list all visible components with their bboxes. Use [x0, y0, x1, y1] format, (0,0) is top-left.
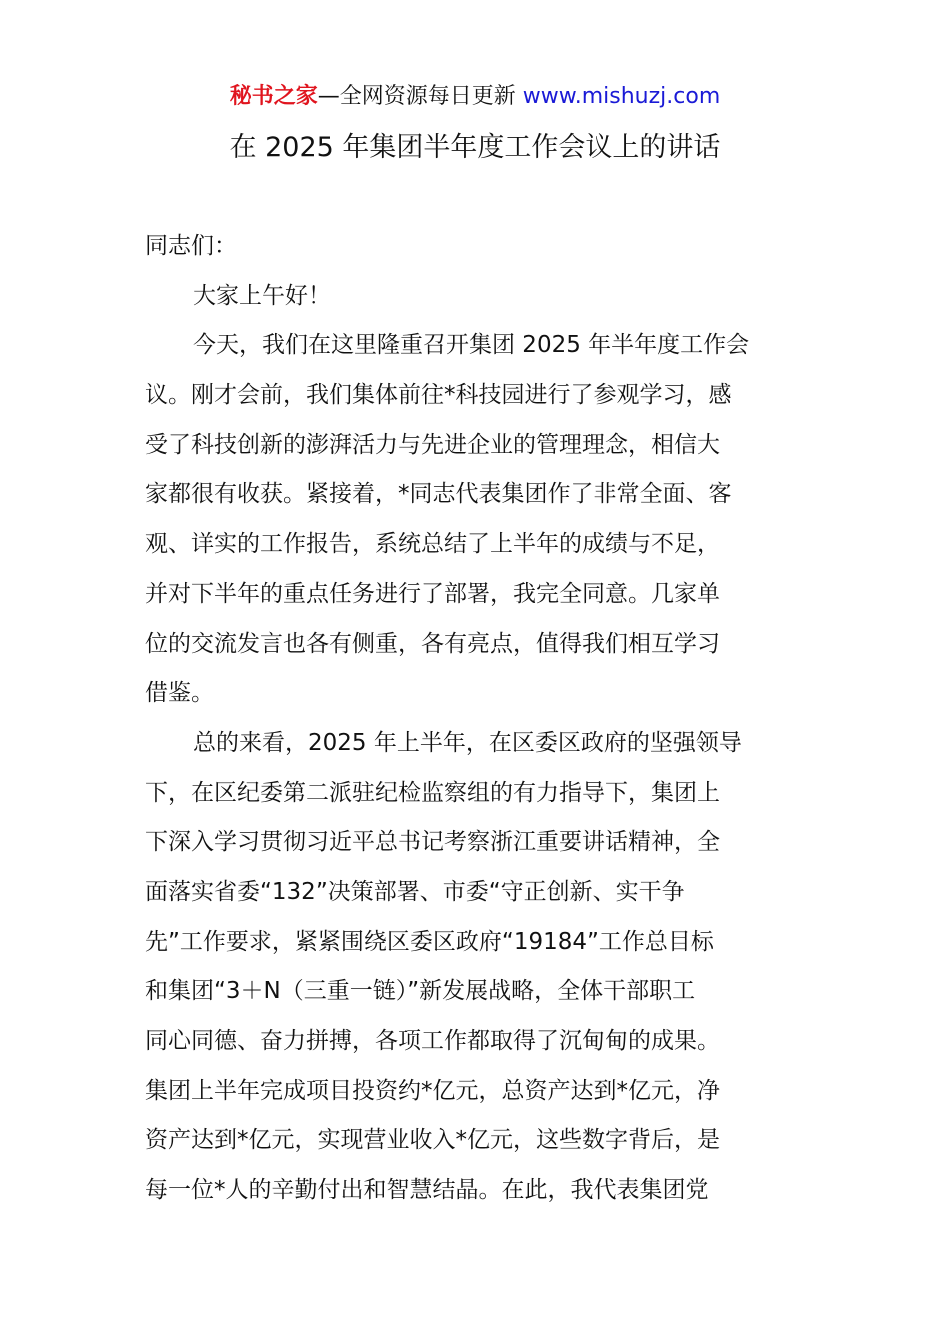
paragraph-line: 并对下半年的重点任务进行了部署，我完全同意。几家单 — [145, 580, 720, 607]
document-body — [145, 222, 810, 1216]
brand-name: 秘书之家 — [229, 84, 318, 109]
site-url-link[interactable]: www.mishuzj.com — [522, 84, 721, 109]
banner-tagline: —全网资源每日更新 — [317, 84, 523, 109]
paragraph-line: 先”工作要求，紧紧围绕区委区政府“19184”工作总目标 — [145, 928, 714, 955]
paragraph-line: 家都很有收获。紧接着，*同志代表集团作了非常全面、客 — [145, 481, 732, 508]
paragraph-line: 总的来看，2025 年上半年，在区委区政府的坚强领导 — [193, 729, 742, 756]
document-title: 在 2025 年集团半年度工作会议上的讲话 — [229, 132, 721, 163]
paragraph-line: 今天，我们在这里隆重召开集团 2025 年半年度工作会 — [193, 332, 750, 359]
paragraph-line: 同心同德、奋力拼搏，各项工作都取得了沉甸甸的成果。 — [145, 1028, 720, 1054]
paragraph-line: 位的交流发言也各有侧重，各有亮点，值得我们相互学习 — [145, 630, 720, 657]
paragraph-line: 借鉴。 — [145, 680, 214, 707]
paragraph-line: 下，在区纪委第二派驻纪检监察组的有力指导下，集团上 — [145, 779, 720, 806]
paragraph-line: 下深入学习贯彻习近平总书记考察浙江重要讲话精神，全 — [145, 829, 720, 856]
salutation: 同志们： — [145, 233, 237, 259]
paragraph-line: 集团上半年完成项目投资约*亿元，总资产达到*亿元，净 — [145, 1077, 720, 1104]
paragraph-2 — [145, 719, 810, 1216]
paragraph-line: 每一位*人的辛勤付出和智慧结晶。在此，我代表集团党 — [145, 1177, 709, 1204]
paragraph-line: 议。刚才会前，我们集体前往*科技园进行了参观学习，感 — [145, 382, 732, 409]
paragraph-1 — [145, 321, 810, 719]
paragraph-line: 观、详实的工作报告，系统总结了上半年的成绩与不足， — [145, 531, 720, 558]
paragraph-line: 面落实省委“132”决策部署、市委“守正创新、实干争 — [145, 878, 685, 905]
paragraph-line: 资产达到*亿元，实现营业收入*亿元，这些数字背后，是 — [145, 1127, 720, 1154]
site-banner — [0, 80, 950, 114]
paragraph-line: 和集团“3＋N（三重一链）”新发展战略，全体干部职工 — [145, 978, 696, 1005]
greeting: 大家上午好！ — [193, 282, 331, 309]
paragraph-line: 受了科技创新的澎湃活力与先进企业的管理理念，相信大 — [145, 431, 720, 458]
